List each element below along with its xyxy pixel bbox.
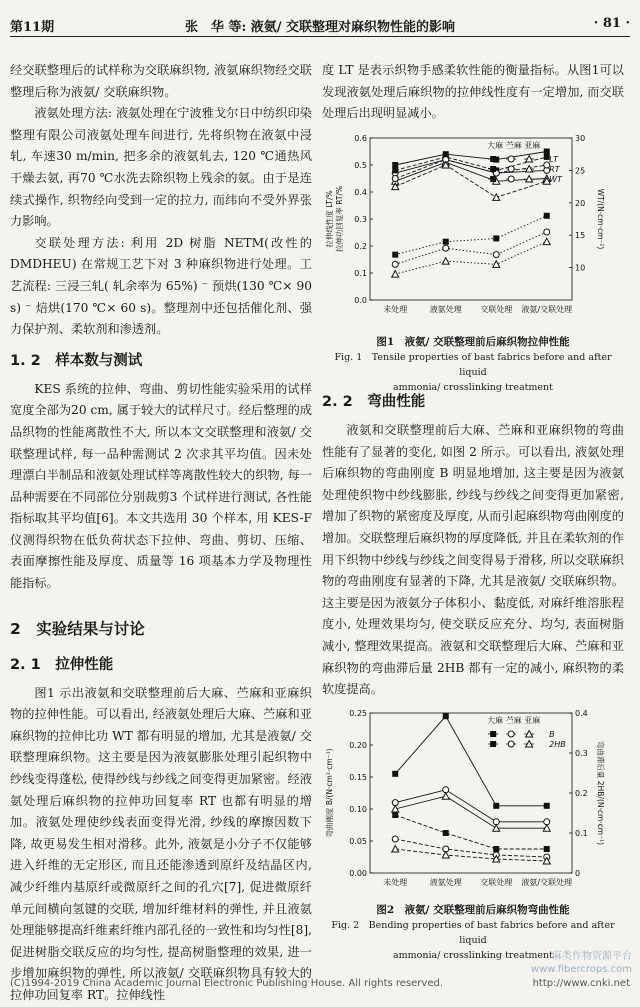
legend-marker xyxy=(490,156,496,162)
paragraph: 液氨和交联整理前后大麻、苎麻和亚麻织物的弯曲性能有了显著的变化, 如图 2 所示。可以看出, 液氨处理后麻织物的弯曲刚度 B 明显地增加, 这主要是因为液氨处理使织物中纱线膨胀, 纱线与纱线之间变得更加紧密, 增加了织物的紧密度及厚度, 从而引起麻织物弯曲刚度的增加。交联整理后麻织物的厚度降低, 并且在柔软剂的作用下织物中纱线与纱线之间变得易于滑移, 所以交联麻织物的弯曲刚度有显著的下降, 尤其是液氨/ 交联麻织物。这主要是因为液氨分子体积小、黏度低, 对麻纤维溶胀程度小, 处理效果均匀, 使交联反应充分、均匀, 表面树脂减小, 整理效果提高。液氨和交联整理后大麻、苎麻和亚麻织物的弯曲滞后量 2HB 都有一定的减小, 麻织物的柔软度提高。 xyxy=(322,423,624,697)
data-point xyxy=(443,713,449,719)
series-line xyxy=(395,242,547,274)
legend-label: LT xyxy=(549,155,558,164)
y2-tick-label: 25 xyxy=(575,166,586,176)
running-title: 张 华 等: 液氨/ 交联整理对麻织物性能的影响 xyxy=(184,20,456,35)
y2-axis-label: WT/(N·cm·cm⁻²) xyxy=(596,188,605,250)
plot-frame xyxy=(370,138,572,300)
copyright-text: (C)1994-2019 China Academic Journal Electronic Publishing House. All rights reserved. xyxy=(10,978,443,989)
y-axis-label: 拉伸功回复率 RT/% xyxy=(335,185,344,253)
tensile-chart xyxy=(322,130,624,330)
data-point xyxy=(493,194,500,201)
right-column xyxy=(322,60,624,125)
caption-cn: 图1 液氨/ 交联整理前后麻织物拉伸性能 xyxy=(376,336,570,348)
caption-cn: 图2 液氨/ 交联整理前后麻织物弯曲性能 xyxy=(376,904,570,916)
legend-label: B xyxy=(549,730,555,739)
legend-label: RT xyxy=(549,165,560,174)
y-tick-label: 0.10 xyxy=(349,805,367,814)
paragraph: 交联处理方法: 利用 2D 树脂 NETM(改性的DMDHEU) 在常规工艺下对 3 种麻织物进行处理。工艺流程: 三浸三轧( 轧余率为 65%) ⁻ 预烘(130 ℃× 90 s) ⁻ 焙烘(170 ℃× 60 s)。整理剂中还包括催化剂、强力保护剂、柔软剂和渗透剂。 xyxy=(10,235,312,337)
legend-label: WT xyxy=(549,175,562,184)
legend-header: 大麻 苎麻 亚麻 xyxy=(487,141,541,150)
data-point xyxy=(392,261,398,267)
y2-axis-label: 弯曲滞后量 2HB/(N·cm·cm⁻¹) xyxy=(596,740,605,846)
section-heading: 2. 2 弯曲性能 xyxy=(322,394,426,410)
data-point xyxy=(493,252,499,258)
figure-2 xyxy=(322,705,624,900)
data-point xyxy=(392,836,398,842)
series-line xyxy=(395,216,547,255)
x-tick-label: 液氨/交联处理 xyxy=(521,305,573,314)
running-header xyxy=(10,14,630,37)
y-tick-label: 0.3 xyxy=(354,215,367,224)
data-point xyxy=(544,846,550,852)
y2-tick-label: 0.3 xyxy=(575,749,588,758)
x-tick-label: 未处理 xyxy=(383,305,408,314)
data-point xyxy=(392,167,398,173)
data-point xyxy=(392,176,398,182)
y-tick-label: 0.15 xyxy=(349,773,367,782)
bending-chart xyxy=(322,705,624,900)
legend-label: 2HB xyxy=(549,740,566,749)
right-column-cont xyxy=(322,390,624,701)
data-point xyxy=(544,803,550,809)
caption-en: ammonia/ crosslinking treatment xyxy=(392,950,553,961)
issue-number: 第11期 xyxy=(10,20,55,35)
series-line xyxy=(395,232,547,264)
x-tick-label: 交联处理 xyxy=(480,305,513,314)
data-point xyxy=(443,830,449,836)
figure-1 xyxy=(322,130,624,330)
legend-marker xyxy=(508,731,514,737)
y-axis-label: 拉伸线性度 LT/% xyxy=(325,190,334,248)
paragraph: 图1 示出液氨和交联整理前后大麻、苎麻和亚麻织物的拉伸性能。可以看出, 经液氨处理后大麻、苎麻和亚麻织物的拉伸比功 WT 都有明显的增加, 尤其是液氨/ 交联整理麻织物。这主要是因为液氨膨胀处理引起织物中纱线变得蓬松, 使得纱线与纱线之间变得更加紧密。经液氨处理后麻织物的拉伸功回复率 RT 也都有明显的增加。液氨处理使纱线表面变得光滑, 纱线的摩擦因数下降, 故更易发生相对滑移。此外, 液氨是小分子不仅能够进入纤维的无定形区, 而且还能渗透到原纤及结晶区内, 减少纤维内基原纤或微原纤之间的孔穴[7], 促进微原纤单元间横向氢键的交联, 增加纤维材料的弹性, 并且液氨处理能够提高纤维素纤维内部孔径的一致性和均匀性[8], 促进树脂交联反应的均匀性, 提高树脂整理的效果, 进一步增加麻织物的弹性, 所以液氨/ 交联麻织物具有较大的拉伸功回复率 RT。拉伸线性 xyxy=(10,685,312,1002)
data-point xyxy=(392,271,399,278)
y-tick-label: 0.4 xyxy=(354,188,367,197)
watermark-line: www.fibercrops.com xyxy=(530,964,632,975)
y-axis-label: 弯曲刚度 B/(N·cm²·cm⁻¹) xyxy=(325,748,334,838)
series-line xyxy=(395,839,547,857)
watermark xyxy=(531,950,632,976)
caption-en: ammonia/ crosslinking treatment xyxy=(392,382,553,393)
paragraph: 度 LT 是表示织物手感柔软性能的衡量指标。从图1可以发现液氨处理后麻织物的拉伸线性度有一定增加, 而交联处理后出现明显减小。 xyxy=(322,63,624,121)
y-tick-label: 0.1 xyxy=(354,269,367,278)
y2-tick-label: 20 xyxy=(575,198,586,208)
paragraph: 经交联整理后的试样称为交联麻织物, 液氨麻织物经交联整理后称为液氨/ 交联麻织物。 xyxy=(10,63,312,99)
caption-en: Fig. 1 Tensile properties of bast fabrics before and after liquid xyxy=(334,352,612,378)
y2-tick-label: 15 xyxy=(575,231,586,241)
y-tick-label: 0.00 xyxy=(349,869,367,878)
series-line xyxy=(395,716,547,806)
y-tick-label: 0.2 xyxy=(354,242,367,251)
data-point xyxy=(544,213,550,219)
y2-tick-label: 0.1 xyxy=(575,829,588,838)
figure-1-caption xyxy=(322,335,624,395)
legend-marker xyxy=(508,166,514,172)
data-point xyxy=(442,258,449,265)
series-line xyxy=(395,849,547,861)
legend-header: 大麻 苎麻 亚麻 xyxy=(487,716,541,725)
paragraph: 液氨处理方法: 液氨处理在宁波雅戈尔日中纺织印染整理有限公司液氨处理车间进行, 先将织物在液氨中浸轧, 车速30 m/min, 把多余的液氨轧去, 120 ℃通热风干燥去氨, 再70 ℃水洗去除织物上残余的氨。由于是连续式操作, 织物经向受到一定的拉力, 而纬向不受外界张力影响。 xyxy=(10,106,312,229)
legend-marker xyxy=(508,741,514,747)
legend-marker xyxy=(508,156,514,162)
x-tick-label: 液氨处理 xyxy=(429,878,462,887)
y2-tick-label: 10 xyxy=(575,263,586,273)
data-point xyxy=(443,245,449,251)
footer-url: http://www.cnki.net xyxy=(532,978,630,989)
legend-marker xyxy=(490,176,496,182)
data-point xyxy=(493,235,499,241)
legend-marker xyxy=(490,166,496,172)
copyright-footer xyxy=(10,978,630,989)
x-tick-label: 液氨处理 xyxy=(429,305,462,314)
section-heading: 2. 1 拉伸性能 xyxy=(10,656,114,673)
section-heading: 1. 2 样本数与测试 xyxy=(10,352,143,369)
data-point xyxy=(392,252,398,258)
data-point xyxy=(443,239,449,245)
data-point xyxy=(392,771,398,777)
y2-tick-label: 0.4 xyxy=(575,709,588,718)
data-point xyxy=(544,229,550,235)
data-point xyxy=(493,261,500,268)
watermark-line: 麻类作物资源平台 xyxy=(552,951,632,962)
y-tick-label: 0.5 xyxy=(354,161,367,170)
y2-tick-label: 30 xyxy=(575,134,586,143)
x-tick-label: 液氨/交联处理 xyxy=(521,878,573,887)
y-tick-label: 0.25 xyxy=(349,709,367,718)
y-tick-label: 0.6 xyxy=(354,134,367,143)
caption-en: Fig. 2 Bending properties of bast fabrics before and after liquid xyxy=(331,920,615,946)
x-tick-label: 未处理 xyxy=(383,878,408,887)
legend-marker xyxy=(490,741,496,747)
page-number: · 81 · xyxy=(593,16,630,31)
data-point xyxy=(392,162,398,168)
section-heading: 2 实验结果与讨论 xyxy=(10,619,145,638)
y-tick-label: 0.20 xyxy=(349,741,367,750)
x-tick-label: 交联处理 xyxy=(480,878,513,887)
data-point xyxy=(392,846,399,853)
y-tick-label: 0.05 xyxy=(349,837,367,846)
data-point xyxy=(543,238,550,245)
left-column xyxy=(10,60,312,1007)
y2-tick-label: 0.2 xyxy=(575,789,588,798)
series-line xyxy=(395,160,547,179)
y-tick-label: 0.0 xyxy=(354,296,367,305)
y2-tick-label: 0 xyxy=(575,869,581,878)
data-point xyxy=(493,846,499,852)
legend-marker xyxy=(508,176,514,182)
legend-marker xyxy=(490,731,496,737)
data-point xyxy=(442,793,449,800)
paragraph: KES 系统的拉伸、弯曲、剪切性能实验采用的试样宽度全部为20 cm, 属于较大的试样尺寸。经后整理的成品织物的性能离散性不大, 所以本文交联整理和液氨/ 交联整理试样, 每一品种需测试 2 次求其平均值。因未处理漂白半制品和液氨处理试样等离散性较大的织物, 每一品种需要在不同部位分别裁剪3 个试样进行测试, 各性能指标取其平均值[6]。本文共选用 30 个样本, 用 KES-F 仪测得织物在低负荷状态下拉伸、弯曲、剪切、压缩、表面摩擦性能及厚度、质量等 16 项基本力学及物理性能指标。 xyxy=(10,381,312,591)
series-line xyxy=(395,815,547,849)
data-point xyxy=(392,812,398,818)
data-point xyxy=(493,803,499,809)
data-point xyxy=(544,149,550,155)
